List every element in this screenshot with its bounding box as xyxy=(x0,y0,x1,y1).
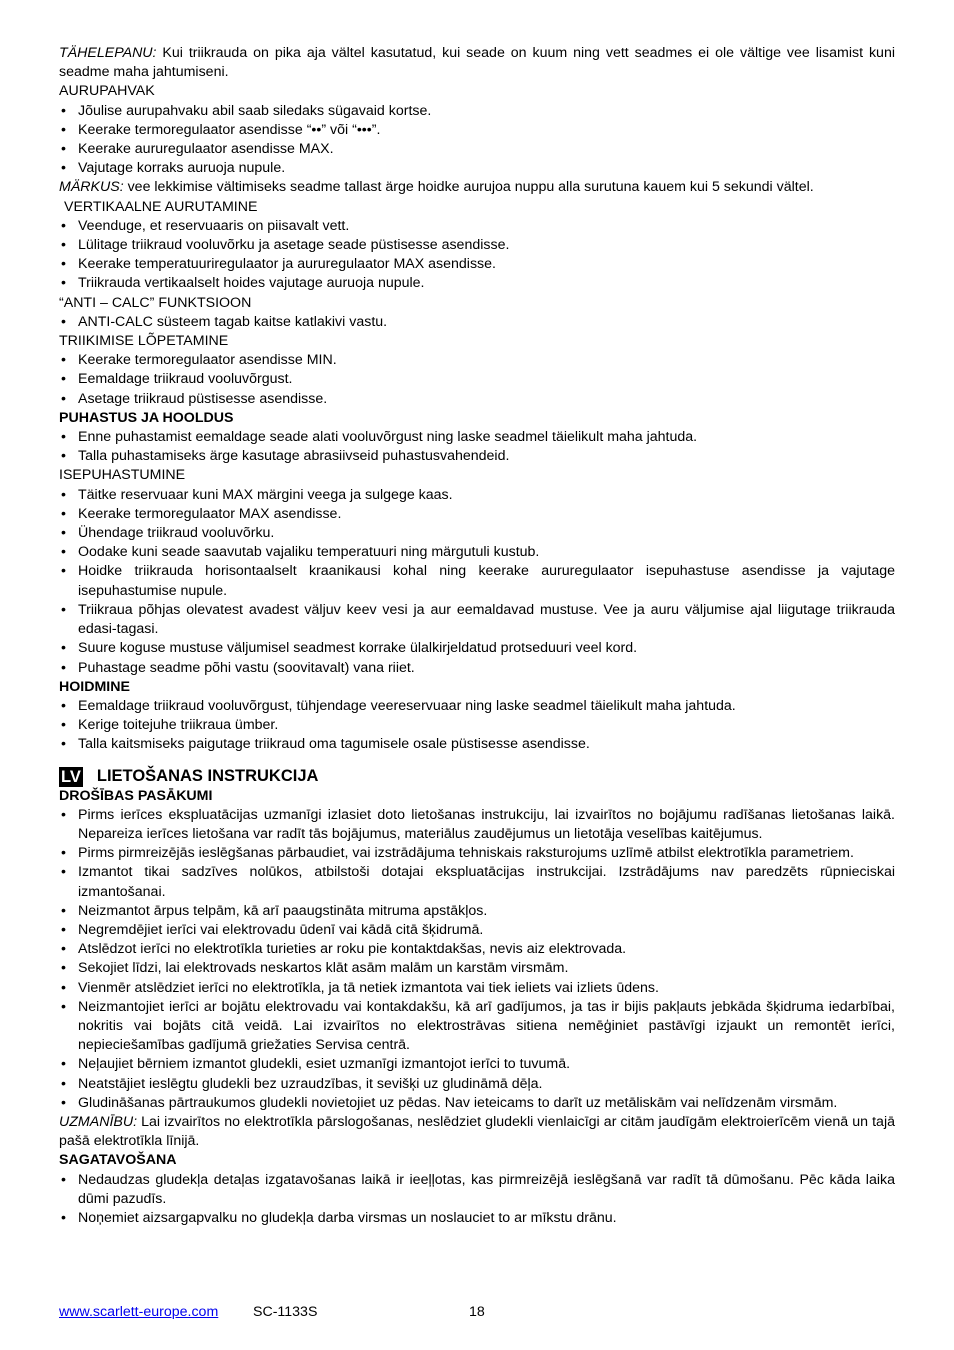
website-link[interactable]: www.scarlett-europe.com xyxy=(59,1304,219,1320)
list-item: • Keerake termoregulaator MAX asendisse. xyxy=(59,505,895,524)
list-item: • Sekojiet līdzi, lai elektrovads neskartos klāt asām malām un karstām virsmām. xyxy=(59,959,895,978)
list-item: • Pirms pirmreizējās ieslēgšanas pārbaudiet, vai izstrādājuma tehniskais raksturojums uzlīmē atbilst elektrotīkla parametriem. xyxy=(59,844,895,863)
section-heading: VERTIKAALNE AURUTAMINE xyxy=(64,198,258,215)
bullet-list xyxy=(59,486,895,678)
list-item: • Nedaudzas gludekļa detaļas izgatavošanas laikā ir ieeļļotas, kas pirmreizējā ieslēgšanā var radīt tā dūmošanu. Pēc kāda laika dūmi pazudīs. xyxy=(59,1171,895,1209)
list-item: • Keerake termoregulaator asendisse MIN. xyxy=(59,351,895,370)
section-heading: DROŠĪBAS PASĀKUMI xyxy=(59,787,213,804)
list-item: • Kerige toitejuhe triikraua ümber. xyxy=(59,716,895,735)
note-paragraph xyxy=(59,44,895,82)
list-item: • Noņemiet aizsargapvalku no gludekļa darba virsmas un noslauciet to ar mīkstu drānu. xyxy=(59,1209,895,1228)
note-label: UZMANĪBU: xyxy=(59,1113,138,1130)
bullet-list xyxy=(59,217,895,294)
bullet-list xyxy=(59,351,895,409)
manual-page xyxy=(59,44,895,1228)
list-item: • Puhastage seadme põhi vastu (soovitavalt) vana riiet. xyxy=(59,659,895,678)
list-item: • Jõulise aurupahvaku abil saab siledaks sügavaid kortse. xyxy=(59,102,895,121)
list-item: • Atslēdzot ierīci no elektrotīkla turieties ar roku pie kontaktdakšas, nevis aiz elektrovada. xyxy=(59,940,895,959)
language-badge: LV xyxy=(61,767,81,786)
bullet-list xyxy=(59,428,895,466)
list-item: • ANTI-CALC süsteem tagab kaitse katlakivi vastu. xyxy=(59,313,895,332)
section-heading: HOIDMINE xyxy=(59,678,130,695)
list-item: • Täitke reservuaar kuni MAX märgini veega ja sulgege kaas. xyxy=(59,486,895,505)
section-heading: SAGATAVOŠANA xyxy=(59,1152,177,1169)
list-item: • Vienmēr atslēdziet ierīci no elektrotīkla, ja tā netiek izmantota vai tiek ieliets vai izliets ūdens. xyxy=(59,979,895,998)
note-text: Lai izvairītos no elektrotīkla pārslogošanas, neslēdziet gludekli vienlaicīgi ar citām jaudīgām elektroierīcēm vienā un tajā pašā elektrotīkla līnijā. xyxy=(59,1113,895,1150)
language-section-heading xyxy=(59,767,895,787)
list-item: • Oodake kuni seade saavutab vajaliku temperatuuri ning märgutuli kustub. xyxy=(59,543,895,562)
page-footer xyxy=(59,1303,895,1323)
list-item: • Neizmantot ārpus telpām, kā arī paaugstināta mitruma apstākļos. xyxy=(59,902,895,921)
list-item: • Eemaldage triikraud vooluvõrgust. xyxy=(59,370,895,389)
bullet-list xyxy=(59,697,895,755)
list-item: • Neizmantojiet ierīci ar bojātu elektrovadu vai kontakdakšu, kā arī gadījumos, ja tas ir bijis pakļauts jebkāda šķidruma iedarbībai, nokritis vai bojāts citā veidā. Lai izvairītos no elektrostrāvas sitiena nemēģiniet pastāvīgi izjaukt un remontēt ierīci, nepieciešamības gadījumā griežaties Servisa centrā. xyxy=(59,998,895,1056)
section-heading: “ANTI – CALC” FUNKTSIOON xyxy=(59,294,252,311)
list-item: • Triikraua põhjas olevatest avadest väljuv keev vesi ja aur eemaldavad mustuse. Vee ja auru väljumise ajal liigutage triikrauda edasi-tagasi. xyxy=(59,601,895,639)
list-item: • Asetage triikraud püstisesse asendisse. xyxy=(59,390,895,409)
list-item: • Eemaldage triikraud vooluvõrgust, tühjendage veereservuaar ning laske seadmel täielikult maha jahtuda. xyxy=(59,697,895,716)
section-heading: AURUPAHVAK xyxy=(59,83,155,100)
bullet-list xyxy=(59,313,895,332)
list-item: • Hoidke triikrauda horisontaalselt kraanikausi kohal ning keerake aururegulaator isepuhastuse asendisse ja vajutage isepuhastumise nupule. xyxy=(59,562,895,600)
list-item: • Keerake termoregulaator asendisse “••” või “•••”. xyxy=(59,121,895,140)
list-item: • Negremdējiet ierīci vai elektrovadu ūdenī vai kādā citā šķidrumā. xyxy=(59,921,895,940)
list-item: • Izmantot tikai sadzīves nolūkos, atbilstoši dotajai ekspluatācijas instrukcijai. Izstrādājums nav paredzēts rūpnieciskai izmantošanai. xyxy=(59,863,895,901)
note-paragraph xyxy=(59,1113,895,1151)
list-item: • Enne puhastamist eemaldage seade alati vooluvõrgust ning laske seadmel täielikult maha jahtuda. xyxy=(59,428,895,447)
section-heading: TRIIKIMISE LÕPETAMINE xyxy=(59,333,229,350)
bullet-list xyxy=(59,1171,895,1229)
list-item: • Talla kaitsmiseks paigutage triikraud oma tagumisele osale püstisesse asendisse. xyxy=(59,735,895,754)
list-item: • Keerake temperatuuriregulaator ja aururegulaator MAX asendisse. xyxy=(59,255,895,274)
list-item: • Neļaujiet bērniem izmantot gludekli, esiet uzmanīgi izmantojot ierīci to tuvumā. xyxy=(59,1055,895,1074)
list-item: • Suure koguse mustuse väljumisel seadmest korrake ülalkirjeldatud protseduuri veel kord. xyxy=(59,639,895,658)
bullet-list xyxy=(59,102,895,179)
note-text: vee lekkimise vältimiseks seadme tallast ärge hoidke aurujoa nuppu alla surutuna kauem kui 5 sekundi vältel. xyxy=(123,179,814,196)
instructions-title: LIETOŠANAS INSTRUKCIJA xyxy=(96,766,319,785)
list-item: • Keerake aururegulaator asendisse MAX. xyxy=(59,140,895,159)
model-number: SC-1133S xyxy=(253,1304,318,1320)
note-paragraph xyxy=(59,178,895,197)
note-label: MÄRKUS: xyxy=(59,179,124,196)
list-item: • Neatstājiet ieslēgtu gludekli bez uzraudzības, it sevišķi uz gludināmā dēļa. xyxy=(59,1075,895,1094)
note-label: TÄHELEPANU: xyxy=(59,45,157,61)
list-item: • Ühendage triikraud vooluvõrku. xyxy=(59,524,895,543)
section-heading: PUHASTUS JA HOOLDUS xyxy=(59,409,234,426)
page-number: 18 xyxy=(469,1304,485,1320)
note-text: Kui triikrauda on pika aja vältel kasutatud, kui seade on kuum ning vett seadmes ei ole vältige vee lisamist kuni seadme maha jahtumiseni. xyxy=(59,45,895,81)
list-item: • Pirms ierīces ekspluatācijas uzmanīgi izlasiet doto lietošanas instrukciju, lai izvairītos no bojājumu radīšanas lietošanas laikā. Nepareiza ierīces lietošana var radīt tās bojājumus, materiālus zaudējumus un lietotāja veselības kaitējumus. xyxy=(59,806,895,844)
list-item: • Vajutage korraks auruoja nupule. xyxy=(59,159,895,178)
list-item: • Talla puhastamiseks ärge kasutage abrasiivseid puhastusvahendeid. xyxy=(59,447,895,466)
list-item: • Veenduge, et reservuaaris on piisavalt vett. xyxy=(59,217,895,236)
section-heading: ISEPUHASTUMINE xyxy=(59,467,186,484)
list-item: • Triikrauda vertikaalselt hoides vajutage auruoja nupule. xyxy=(59,274,895,293)
list-item: • Lülitage triikraud vooluvõrku ja asetage seade püstisesse asendisse. xyxy=(59,236,895,255)
list-item: • Gludināšanas pārtraukumos gludekli novietojiet uz pēdas. Nav ieteicams to darīt uz metāliskām vai nelīdzenām virsmām. xyxy=(59,1094,895,1113)
bullet-list xyxy=(59,806,895,1113)
